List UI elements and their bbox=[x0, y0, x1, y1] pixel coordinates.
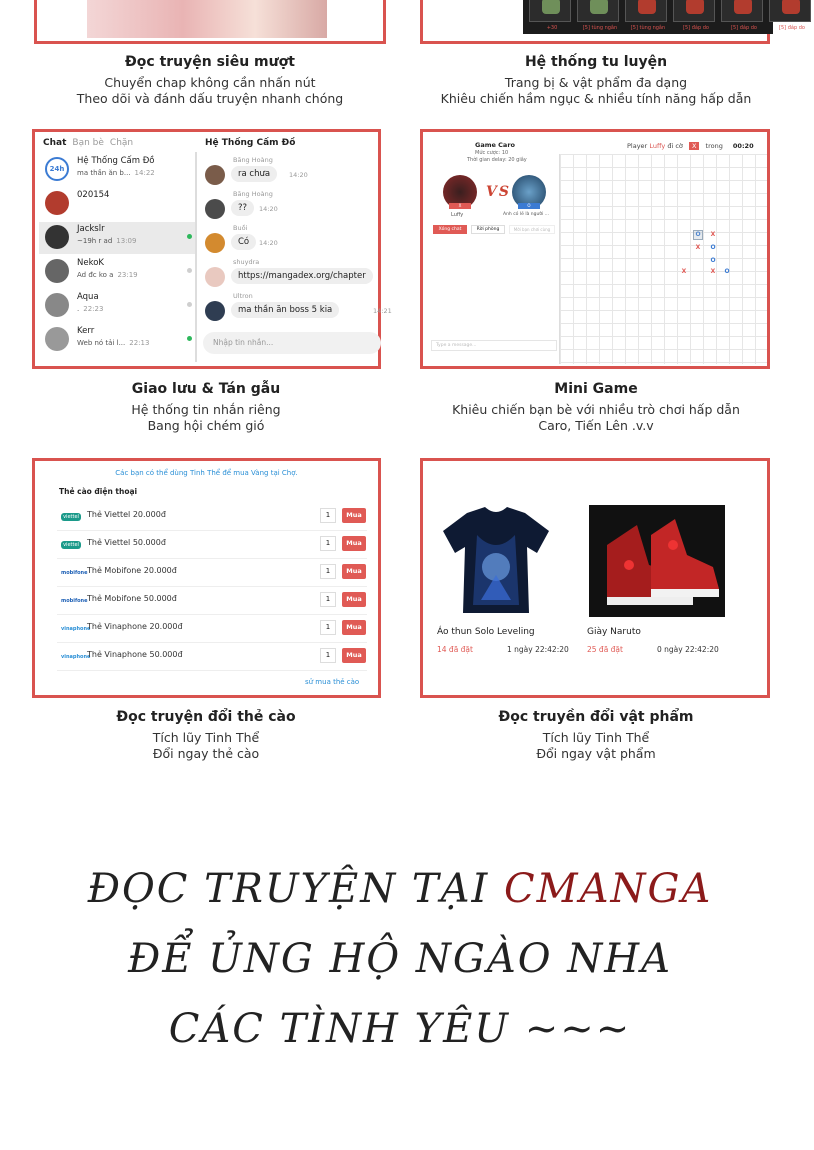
inventory-slot[interactable] bbox=[673, 0, 715, 31]
message-bubble: ?? bbox=[231, 200, 254, 216]
message-sender: Băng Hoàng bbox=[233, 156, 273, 164]
card-name: Thẻ Mobifone 20.000đ bbox=[87, 566, 177, 575]
slot-label: [5] tùng ngân bbox=[582, 25, 618, 31]
contact-item[interactable] bbox=[39, 188, 195, 220]
quantity-input[interactable]: 1 bbox=[320, 620, 336, 635]
feature-title-chat: Giao lưu & Tán gẫu bbox=[131, 381, 281, 397]
contact-last-message: . bbox=[77, 305, 80, 313]
card-name: Thẻ Vinaphone 20.000đ bbox=[87, 622, 183, 631]
contact-preview bbox=[77, 305, 103, 313]
chat-message bbox=[203, 156, 383, 190]
tab-friends[interactable]: Bạn bè bbox=[72, 138, 104, 148]
avatar bbox=[45, 259, 69, 283]
manga-art-image bbox=[87, 0, 327, 38]
game-title: Game Caro bbox=[475, 141, 515, 149]
product-sold: 14 đã đặt bbox=[437, 645, 473, 654]
feature-line: Bang hội chém gió bbox=[147, 418, 265, 433]
buy-button[interactable]: Mua bbox=[342, 536, 366, 551]
banner-line-1-text: ĐỌC TRUYỆN TẠI bbox=[87, 866, 490, 912]
inventory-slot[interactable] bbox=[529, 0, 571, 31]
turn-prefix: Player bbox=[627, 142, 648, 150]
slot-label: +30 bbox=[546, 25, 558, 31]
status-dot bbox=[187, 336, 192, 341]
item-icon bbox=[542, 0, 560, 14]
player-1-name: Luffy bbox=[451, 212, 464, 218]
caro-board[interactable] bbox=[559, 154, 767, 364]
contact-item[interactable] bbox=[39, 324, 195, 356]
banner-line-1 bbox=[0, 866, 800, 912]
caro-mark: X bbox=[681, 268, 687, 275]
product-timer: 1 ngày 22:42:20 bbox=[507, 645, 569, 654]
item-icon bbox=[638, 0, 656, 14]
inventory-preview-card bbox=[420, 0, 805, 44]
table-row bbox=[57, 531, 367, 559]
contact-name: NekoK bbox=[77, 258, 104, 268]
item-icon bbox=[590, 0, 608, 14]
product-name[interactable]: Giày Naruto bbox=[587, 627, 641, 637]
viettel-logo-icon: viettel bbox=[61, 513, 81, 521]
banner-line-3: CÁC TÌNH YÊU ~~~ bbox=[168, 1006, 632, 1052]
chat-header-title: Hệ Thống Cấm Đồ bbox=[205, 138, 296, 148]
table-row bbox=[57, 503, 367, 531]
slot-label: [5] đáp do bbox=[779, 25, 805, 31]
feature-line: Đổi ngay thẻ cào bbox=[152, 746, 260, 761]
quantity-input[interactable]: 1 bbox=[320, 564, 336, 579]
message-sender: Ultron bbox=[233, 292, 253, 300]
feature-title-reader: Đọc truyện siêu mượt bbox=[125, 54, 295, 70]
vinaphone-logo-icon: vinaphone bbox=[61, 654, 91, 660]
turn-player: Luffy bbox=[649, 142, 666, 150]
turn-in: trong bbox=[705, 142, 723, 150]
purchase-history-link[interactable]: sử mua thẻ cào bbox=[305, 678, 360, 686]
avatar bbox=[45, 327, 69, 351]
card-name: Thẻ Viettel 50.000đ bbox=[87, 538, 166, 547]
status-dot bbox=[187, 234, 192, 239]
reader-preview-card bbox=[34, 0, 386, 44]
shoes-image bbox=[589, 505, 725, 617]
contact-last-message: Web nó tải l... bbox=[77, 339, 126, 347]
message-bubble: Có bbox=[231, 234, 256, 250]
message-sender: Buồi bbox=[233, 224, 248, 232]
chat-tabs bbox=[43, 138, 139, 148]
buy-button[interactable]: Mua bbox=[342, 564, 366, 579]
contact-name: 020154 bbox=[77, 190, 110, 200]
card-name: Thẻ Viettel 20.000đ bbox=[87, 510, 166, 519]
feature-title-item-exchange: Đọc truyền đổi vật phẩm bbox=[498, 709, 694, 725]
message-time: 14:20 bbox=[259, 239, 278, 247]
leave-room-button[interactable]: Rời phòng bbox=[471, 225, 505, 234]
message-time: 14:21 bbox=[373, 307, 392, 315]
feature-line: Caro, Tiến Lên .v.v bbox=[538, 418, 654, 433]
message-time: 14:20 bbox=[259, 205, 278, 213]
contact-time: 23:19 bbox=[117, 271, 138, 279]
tshirt-image bbox=[437, 505, 555, 617]
caro-mark: O bbox=[710, 244, 716, 251]
avatar bbox=[45, 225, 69, 249]
player-2-badge: O bbox=[518, 203, 540, 209]
contact-preview bbox=[77, 237, 136, 245]
contact-last-message: ma thần ăn b... bbox=[77, 169, 131, 177]
quantity-input[interactable]: 1 bbox=[320, 508, 336, 523]
phone-card-shop bbox=[32, 458, 381, 698]
turn-suffix: đi cờ bbox=[667, 142, 683, 150]
turn-mark: X bbox=[689, 142, 699, 150]
buy-button[interactable]: Mua bbox=[342, 508, 366, 523]
message-sender: shuydra bbox=[233, 258, 260, 266]
vs-label: VS bbox=[486, 184, 511, 200]
inventory-slot[interactable] bbox=[577, 0, 619, 31]
contact-name: Jackslr bbox=[77, 224, 105, 234]
inventory-slot[interactable] bbox=[625, 0, 667, 31]
player-1-badge: X bbox=[449, 203, 471, 209]
contact-preview bbox=[77, 271, 138, 279]
message-input[interactable]: Nhập tin nhắn... bbox=[203, 332, 381, 354]
avatar bbox=[45, 191, 69, 215]
caro-mark: O bbox=[724, 268, 730, 275]
status-dot bbox=[187, 268, 192, 273]
feature-line: Trang bị & vật phẩm đa dạng bbox=[504, 75, 688, 90]
slot-label: [5] tùng ngân bbox=[630, 25, 666, 31]
contact-preview bbox=[77, 169, 155, 177]
message-time: 14:20 bbox=[289, 171, 308, 179]
inventory-slot[interactable] bbox=[769, 0, 811, 31]
contact-preview bbox=[77, 339, 149, 347]
chat-message bbox=[203, 292, 392, 326]
game-delay: Thời gian delay: 20 giây bbox=[467, 157, 527, 163]
merch-shop bbox=[420, 458, 770, 698]
shop-notice: Các bạn có thể dùng Tinh Thể để mua Vàng tại Chợ. bbox=[115, 469, 298, 477]
slot-label: [5] đáp do bbox=[731, 25, 757, 31]
feature-title-card-exchange: Đọc truyện đổi thẻ cào bbox=[116, 709, 296, 725]
feature-line: Khiêu chiến bạn bè với nhiều trò chơi hấp dẫn bbox=[452, 402, 740, 417]
contact-time: 22:13 bbox=[129, 339, 150, 347]
buy-button[interactable]: Mua bbox=[342, 648, 366, 663]
contact-name: Hệ Thống Cấm Đồ bbox=[77, 156, 155, 166]
status-dot bbox=[187, 302, 192, 307]
message-bubble: https://mangadex.org/chapter bbox=[231, 268, 373, 284]
contact-item[interactable] bbox=[39, 222, 195, 254]
buy-button[interactable]: Mua bbox=[342, 592, 366, 607]
chat-message bbox=[203, 258, 383, 292]
table-row bbox=[57, 615, 367, 643]
selected-cell bbox=[693, 230, 703, 240]
section-title: Thẻ cào điện thoại bbox=[59, 487, 138, 496]
feature-line: Hệ thống tin nhắn riêng bbox=[131, 402, 281, 417]
game-bet: Mức cược: 10 bbox=[475, 150, 509, 156]
feature-line: Tích lũy Tinh Thể bbox=[542, 730, 650, 745]
buy-button[interactable]: Mua bbox=[342, 620, 366, 635]
chat-message bbox=[203, 190, 383, 224]
avatar bbox=[205, 267, 225, 287]
feature-line: Tích lũy Tinh Thể bbox=[152, 730, 260, 745]
message-bubble: ma thần ăn boss 5 kia bbox=[231, 302, 339, 318]
caro-mark: X bbox=[710, 231, 716, 238]
contact-item[interactable] bbox=[39, 256, 195, 288]
card-name: Thẻ Mobifone 50.000đ bbox=[87, 594, 177, 603]
contact-item[interactable] bbox=[39, 154, 195, 186]
inventory-slot[interactable] bbox=[721, 0, 763, 31]
contact-item[interactable] bbox=[39, 290, 195, 322]
feature-line: Chuyển chap không cần nhấn nút bbox=[104, 75, 316, 90]
timer: 00:20 bbox=[732, 142, 754, 150]
turn-info bbox=[627, 142, 754, 150]
contact-time: 13:09 bbox=[116, 237, 137, 245]
quantity-input[interactable]: 1 bbox=[320, 592, 336, 607]
caro-mark: O bbox=[710, 257, 716, 264]
contact-name: Aqua bbox=[77, 292, 99, 302]
caro-preview-card bbox=[420, 129, 770, 369]
tab-chat[interactable]: Chat bbox=[43, 138, 67, 148]
contact-time: 22:23 bbox=[83, 305, 104, 313]
item-icon bbox=[686, 0, 704, 14]
contact-time: 14:22 bbox=[134, 169, 155, 177]
caro-mark: X bbox=[695, 244, 701, 251]
feature-line: Theo dõi và đánh dấu truyện nhanh chóng bbox=[76, 91, 344, 106]
product-name[interactable]: Áo thun Solo Leveling bbox=[437, 627, 535, 637]
avatar bbox=[205, 301, 225, 321]
player-2-name: Anh có lẽ là người ... bbox=[503, 212, 550, 217]
contact-last-message: ~19h r ad bbox=[77, 237, 113, 245]
chat-preview-card bbox=[32, 129, 392, 369]
banner-line-2: ĐỂ ỦNG HỘ NGÀO NHA bbox=[127, 936, 673, 982]
slot-label: [5] đáp do bbox=[683, 25, 709, 31]
avatar bbox=[205, 199, 225, 219]
caro-mark: O bbox=[695, 231, 701, 238]
feature-line: Khiêu chiến hầm ngục & nhiều tính năng hấp dẫn bbox=[440, 91, 752, 106]
contact-last-message: Ad đc ko a bbox=[77, 271, 114, 279]
mobifone-logo-icon: mobifone bbox=[61, 598, 88, 604]
game-chat-input[interactable]: Type a message... bbox=[431, 340, 557, 351]
quantity-input[interactable]: 1 bbox=[320, 536, 336, 551]
vinaphone-logo-icon: vinaphone bbox=[61, 626, 91, 632]
mobifone-logo-icon: mobifone bbox=[61, 570, 88, 576]
product-timer: 0 ngày 22:42:20 bbox=[657, 645, 719, 654]
message-bubble: ra chưa bbox=[231, 166, 277, 182]
feature-title-minigame: Mini Game bbox=[554, 381, 638, 397]
avatar bbox=[45, 293, 69, 317]
divider bbox=[195, 152, 197, 362]
item-icon bbox=[782, 0, 800, 14]
tab-blocked[interactable]: Chặn bbox=[109, 138, 134, 148]
invite-button[interactable]: Mời bạn chơi cùng bbox=[509, 225, 555, 234]
quantity-input[interactable]: 1 bbox=[320, 648, 336, 663]
banner-brand[interactable]: CMANGA bbox=[504, 866, 713, 912]
chat-message bbox=[203, 224, 383, 258]
table-row bbox=[57, 587, 367, 615]
feature-title-cultivation: Hệ thống tu luyện bbox=[524, 54, 668, 70]
avatar bbox=[205, 165, 225, 185]
table-row bbox=[57, 559, 367, 587]
viettel-logo-icon: viettel bbox=[61, 541, 81, 549]
message-sender: Băng Hoàng bbox=[233, 190, 273, 198]
close-chat-button[interactable]: Xóng chat bbox=[433, 225, 467, 234]
table-row bbox=[57, 643, 367, 671]
product-sold: 25 đã đặt bbox=[587, 645, 623, 654]
avatar bbox=[205, 233, 225, 253]
item-icon bbox=[734, 0, 752, 14]
avatar: 24h bbox=[45, 157, 69, 181]
caro-mark: X bbox=[710, 268, 716, 275]
feature-line: Đổi ngay vật phẩm bbox=[536, 746, 656, 761]
card-name: Thẻ Vinaphone 50.000đ bbox=[87, 650, 183, 659]
contact-name: Kerr bbox=[77, 326, 95, 336]
